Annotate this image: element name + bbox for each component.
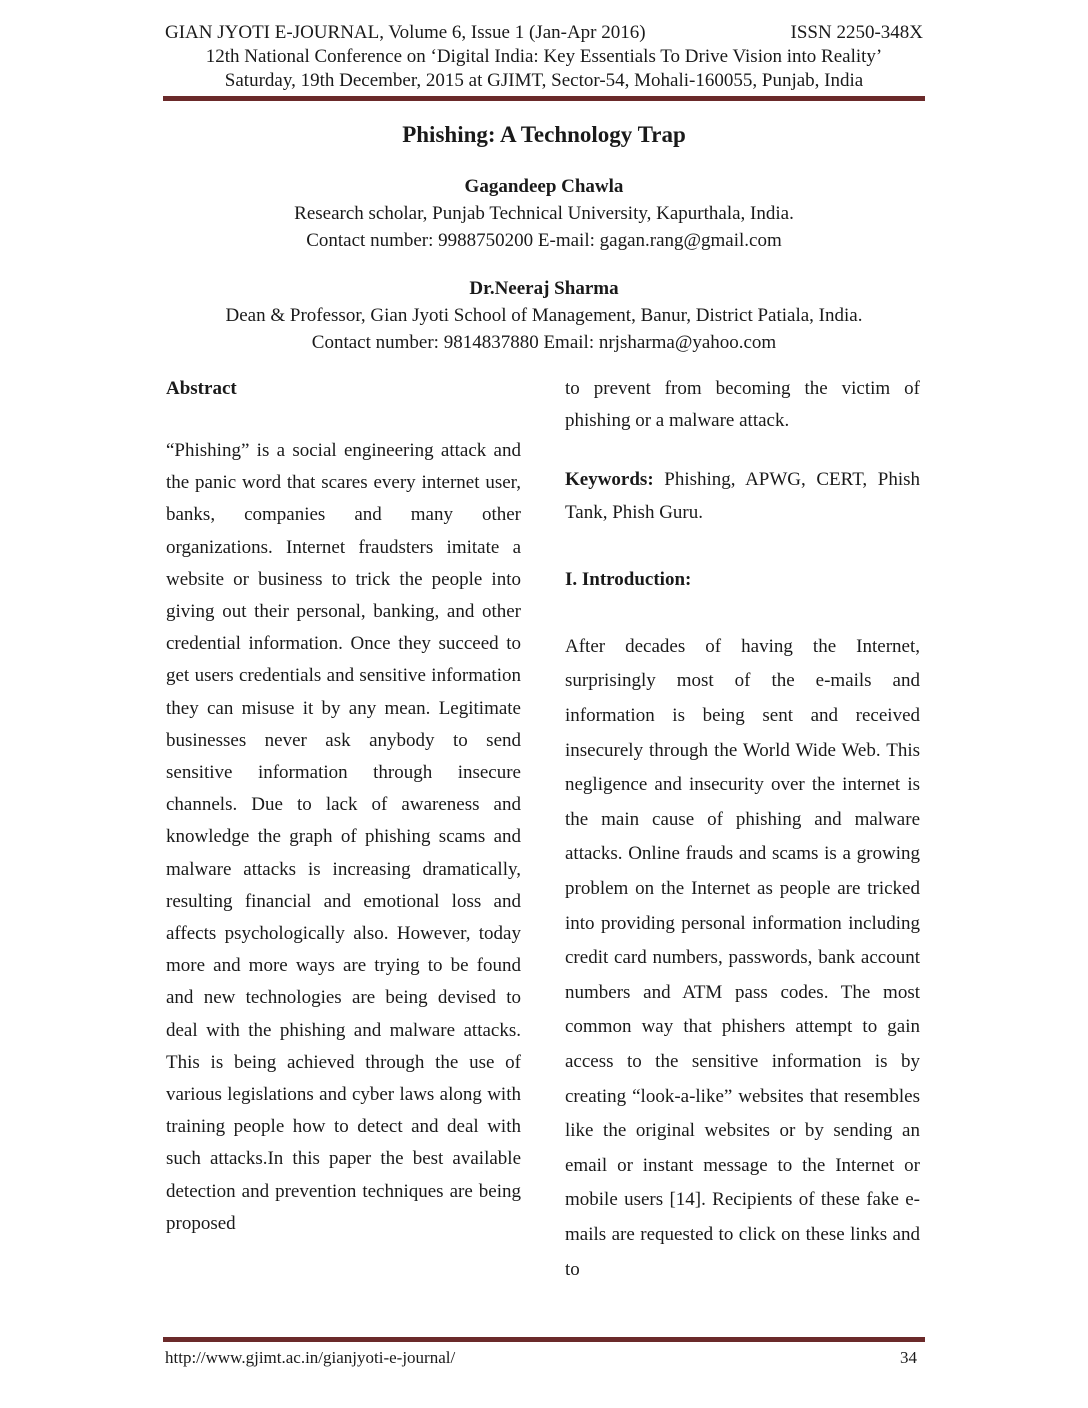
- author-contact: Contact number: 9814837880 Email: nrjsharma@yahoo.com: [311, 332, 777, 353]
- paper-title: Phishing: A Technology Trap: [402, 122, 686, 147]
- author-block-2: [0, 275, 1088, 356]
- abstract-text: “Phishing” is a social engineering attack and the panic word that scares every internet user, banks, companies and many other organizations. Internet fraudsters imitate a website or business to trick the people into giving out their personal, banking, and other credential information. Once they succeed to get users credentials and sensitive information they can misuse it by any mean. Legitimate businesses never ask anybody to send sensitive information through insecure channels. Due to lack of awareness and knowledge the graph of phishing scams and malware attacks is increasing dramatically, resulting financial and emotional loss and affects psychologically also. However, today more and more ways are trying to be found and new technologies are being devised to deal with the phishing and malware attacks. This is being achieved through the use of various legislations and cyber laws along with training people how to detect and deal with such attacks.In this paper the best available detection and prevention techniques are being proposed: [166, 440, 521, 1234]
- keywords: [565, 464, 920, 528]
- page-footer: [165, 1348, 917, 1368]
- author-contact: Contact number: 9988750200 E-mail: gagan.rang@gmail.com: [306, 230, 782, 251]
- abstract-continued: to prevent from becoming the victim of phishing or a malware attack.: [565, 378, 920, 432]
- issn: ISSN 2250-348X: [790, 22, 923, 43]
- keywords-text: Phishing, APWG, CERT, Phish Tank, Phish Guru.: [565, 469, 920, 523]
- abstract-heading: Abstract: [166, 378, 237, 399]
- conference-date-venue: Saturday, 19th December, 2015 at GJIMT, Sector-54, Mohali-160055, Punjab, India: [224, 70, 864, 91]
- author-affiliation: Research scholar, Punjab Technical University, Kapurthala, India.: [294, 203, 794, 224]
- left-column: [166, 373, 521, 1240]
- header-rule: [163, 96, 925, 101]
- running-header: [165, 20, 923, 46]
- footer-url: http://www.gjimt.ac.in/gianjyoti-e-journal/: [165, 1348, 456, 1367]
- author-block-1: [0, 173, 1088, 254]
- intro-text: After decades of having the Internet, surprisingly most of the e-mails and information is being sent and received insecurely through the World Wide Web. This negligence and insecurity over the internet is the main cause of phishing and malware attacks. Online frauds and scams is a growing problem on the Internet as people are tricked into providing personal information including credit card numbers, passwords, bank account numbers and ATM pass codes. The most common way that phishers attempt to gain access to the sensitive information is by creating “look-a-like” websites that resembles like the original websites or by sending an email or instant message to the Internet or mobile users [14]. Recipients of these fake e-mails are requested to click on these links and to: [565, 635, 920, 1280]
- journal-name: GIAN JYOTI E-JOURNAL, Volume 6, Issue 1 (Jan-Apr 2016): [165, 22, 646, 43]
- keywords-label: Keywords:: [565, 469, 654, 491]
- right-column: [565, 373, 920, 1287]
- author-affiliation: Dean & Professor, Gian Jyoti School of Management, Banur, District Patiala, India.: [225, 305, 863, 326]
- footer-rule: [163, 1337, 925, 1342]
- author-name: Dr.Neeraj Sharma: [469, 278, 619, 299]
- conference-name: 12th National Conference on ‘Digital India: Key Essentials To Drive Vision into Reality’: [205, 46, 883, 67]
- intro-heading: I. Introduction:: [565, 568, 692, 590]
- author-name: Gagandeep Chawla: [464, 176, 624, 197]
- page-number: 34: [900, 1348, 917, 1367]
